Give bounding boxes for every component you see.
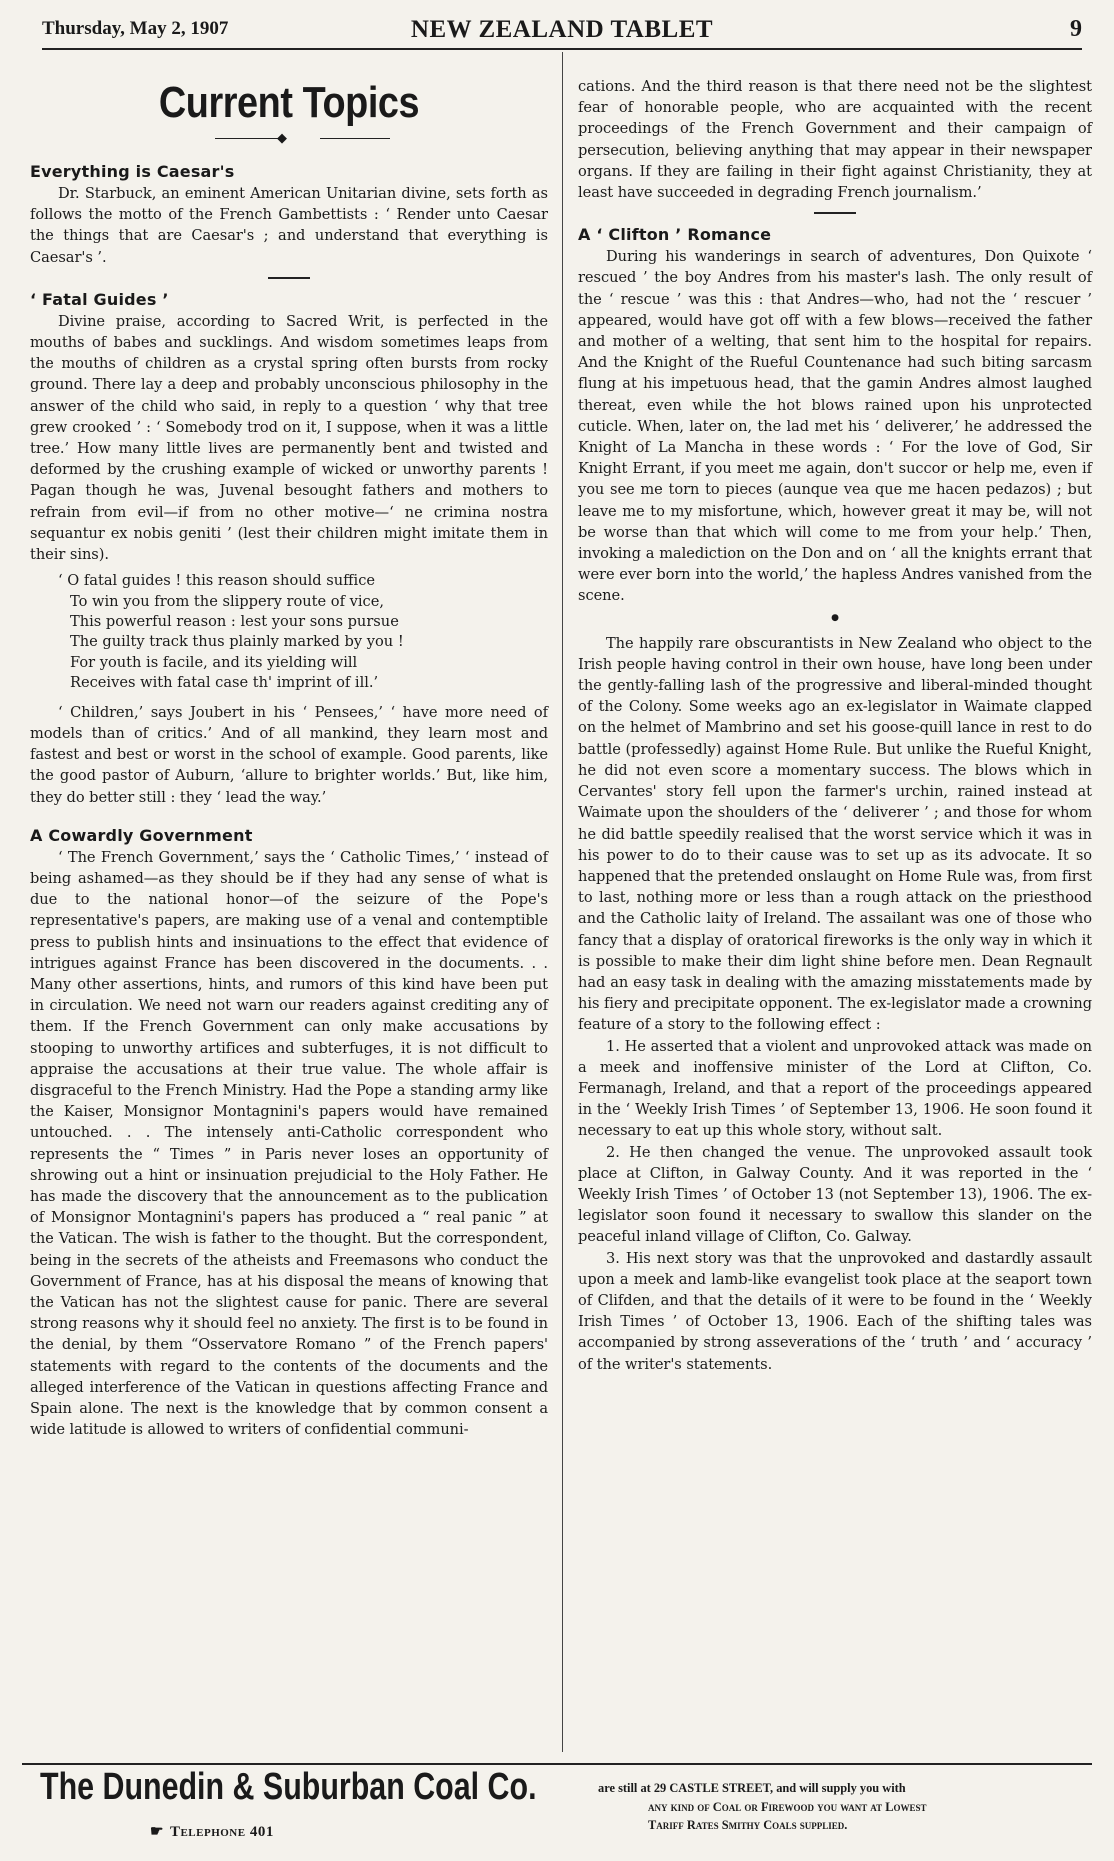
title-ornament — [30, 130, 548, 146]
article-separator — [268, 277, 310, 279]
article-paragraph: Dr. Starbuck, an eminent American Unitarian divine, sets forth as follows the motto of the French Gambettists : ‘ Render unto Caesar the things that are Caesar's ; and understand that everything is Caesar's ’. — [30, 185, 548, 266]
advert-line-2: any kind of Coal or Firewood you want at Lowest — [648, 1799, 927, 1814]
article-heading-clifton: A ‘ Clifton ’ Romance — [578, 225, 772, 245]
advert-telephone — [150, 1822, 274, 1841]
section-title: Current Topics — [158, 78, 420, 127]
masthead-rule — [42, 48, 1082, 50]
advert-text — [598, 1779, 1078, 1835]
issue-date: Thursday, May 2, 1907 — [42, 18, 229, 39]
advert-company-name: The Dunedin & Suburban Coal Co. — [40, 1766, 537, 1808]
numbered-paragraph: 2. He then changed the venue. The unprovoked assault took place at Clifton, in Galway County. And it was reported in the ‘ Weekly Irish Times ’ of October 13 (not September 13), 1906. The ex-legislator soon found it necessary to swallow this slander on the peaceful inland village of Clifton, Co. Galway. — [578, 1143, 1092, 1246]
ornament-line-right — [320, 138, 390, 139]
column-divider — [562, 52, 563, 1752]
verse-line: Receives with fatal case th' imprint of ill.’ — [70, 674, 379, 692]
page-number: 9 — [1070, 16, 1082, 42]
dot-separator: ● — [831, 612, 839, 623]
verse-quotation — [58, 571, 548, 693]
right-column — [578, 76, 1092, 1375]
numbered-paragraph: 1. He asserted that a violent and unprovoked attack was made on a meek and inoffensive minister of the Lord at Clifton, Co. Fermanagh, Ireland, and that a report of the proceedings appeared in the ‘ Weekly Irish Times ’ of September 13, 1906. He soon found it necessary to eat up this whole story, without salt. — [578, 1037, 1092, 1140]
verse-line: This powerful reason : lest your sons pursue — [70, 613, 399, 631]
masthead — [42, 16, 1082, 46]
diamond-icon: ◆ — [277, 131, 287, 146]
verse-line: For youth is facile, and its yielding will — [70, 653, 358, 671]
advert-line-3: Tariff Rates Smithy Coals supplied. — [648, 1818, 848, 1833]
verse-line: The guilty track thus plainly marked by you ! — [70, 633, 404, 651]
article-paragraph: Divine praise, according to Sacred Writ, is perfected in the mouths of babes and sucklings. And wisdom sometimes leaps from the mouths of children as a crystal spring often bursts from rocky ground. There lay a deep and probably unconscious philosophy in the answer of the child who said, in reply to a question ‘ why that tree grew crooked ’ : ‘ Somebody trod on it, I suppose, when it was a little tree.’ How many little lives are permanently bent and twisted and deformed by the crushing example of wicked or unworthy parents ! Pagan though he was, Juvenal besought fathers and mothers to refrain from evil—if from no other motive—‘ ne crimina nostra sequantur ex nobis geniti ’ (lest their children might imitate them in their sins). — [30, 312, 548, 564]
advert-rule — [22, 1763, 1092, 1765]
verse-line: ‘ O fatal guides ! this reason should suffice — [58, 572, 376, 590]
article-separator — [814, 212, 856, 214]
article-continuation: cations. And the third reason is that there need not be the slightest fear of honorable people, who are acquainted with the recent proceedings of the French Government and their campaign of persecution, believing anything that may appear in their newspaper organs. If they are failing in their fight against Christianity, they at least have succeeded in degrading French journalism.’ — [578, 78, 1092, 202]
article-heading-cowardly: A Cowardly Government — [30, 825, 253, 845]
article-paragraph: ‘ The French Government,’ says the ‘ Catholic Times,’ ‘ instead of being ashamed—as they should be if they had any sense of what is due to the national honor—of the seizure of the Pope's representative's papers, are making use of a venal and contemptible press to publish hints and insinuations to the effect that evidence of intrigues against France has been discovered in the documents. . . Many other assertions, hints, and rumors of this kind have been put in circulation. We need not warn our readers against crediting any of them. If the French Government can only make accusations by stooping to unworthy artifices and subterfuges, it is not difficult to appraise the accusations at their true value. The whole affair is disgraceful to the French Ministry. Had the Pope a standing army like the Kaiser, Monsignor Montagnini's papers would have remained untouched. . . The intensely anti-Catholic correspondent who represents the “ Times ” in Paris never loses an opportunity of shrowing out a hint or insinuation prejudicial to the Holy Father. He has made the discovery that the announcement as to the publication of Monsignor Montagnini's papers has produced a “ real panic ” at the Vatican. The wish is father to the thought. But the correspondent, being in the secrets of the atheists and Freemasons who conduct the Government of France, has at his disposal the means of knowing that the Vatican has not the slightest cause for panic. There are several strong reasons why it should feel no anxiety. The first is to be found in the denial, by them “Osservatore Romano ” of the French papers' statements with regard to the contents of the documents and the alleged interference of the Vatican in questions affecting France and Spain alone. The next is the knowledge that by common consent a wide latitude is allowed to writers of confidential communi- — [30, 848, 548, 1439]
article-paragraph: The happily rare obscurantists in New Zealand who object to the Irish people having control in their own house, have long been under the gently-falling lash of the progressive and liberal-minded thought of the Colony. Some weeks ago an ex-legislator in Waimate clapped on the helmet of Mambrino and set his goose-quill lance in rest to do battle (professedly) against Home Rule. But unlike the Rueful Knight, he did not even score a momentary success. The blows which in Cervantes' story fell upon the farmer's urchin, rained instead at Waimate upon the shoulders of the ‘ deliverer ’ ; and those for whom he did battle speedily realised that the worst service which it was in his power to do to their cause was to set up as its advocate. It so happened that the pretended onslaught on Home Rule was, from first to last, nothing more or less than a rough attack on the priesthood and the Catholic laity of Ireland. The assailant was one of those who fancy that a display of oratorical fireworks is the only way in which it is possible to make their dim light shine before men. Dean Regnault had an easy task in dealing with the amazing misstatements made by his fiery and precipitate opponent. The ex-legislator made a crowning feature of a story to the following effect : — [578, 634, 1092, 1034]
article-heading-caesar: Everything is Caesar's — [30, 162, 235, 181]
telephone-number: 401 — [249, 1824, 274, 1840]
ornament-line-left — [215, 138, 285, 139]
telephone-label: Telephone — [169, 1824, 246, 1840]
verse-line: To win you from the slippery route of vice, — [70, 592, 384, 610]
article-paragraph: During his wanderings in search of adventures, Don Quixote ‘ rescued ’ the boy Andres from his master's lash. The only result of the ‘ rescue ’ was this : that Andres—who, had not the ‘ rescuer ’ appeared, would have got off with a few blows—received the father and mother of a welting, that sent him to the hospital for repairs. And the Knight of the Rueful Countenance had such biting sarcasm flung at his impetuous head, that the gamin Andres almost laughed thereat, even while the hot blows rained upon his unprotected cuticle. When, later on, the lad met his ‘ deliverer,’ he addressed the Knight of La Mancha in these words : ‘ For the love of God, Sir Knight Errant, if you meet me again, don't succor or help me, even if you see me torn to pieces (aunque vea que me hacen pedazos) ; but leave me to my misfortune, which, however great it may be, will not be worse than that which will come to me from your help.’ Then, invoking a malediction on the Don and on ‘ all the knights errant that were ever born into the world,’ the hapless Andres vanished from the scene. — [578, 248, 1092, 605]
left-column — [30, 62, 548, 1440]
pointing-hand-icon: ☛ — [150, 1824, 164, 1840]
newspaper-title: NEW ZEALAND TABLET — [410, 16, 714, 43]
numbered-paragraph: 3. His next story was that the unprovoked and dastardly assault upon a meek and lamb-like evangelist took place at the seaport town of Clifden, and that the details of it were to be found in the ‘ Weekly Irish Times ’ of October 13, 1906. Each of the shifting tales was accompanied by strong asseverations of the ‘ truth ’ and ‘ accuracy ’ of the writer's statements. — [578, 1249, 1092, 1373]
advert-line-1: are still at 29 CASTLE STREET, and will supply you with — [598, 1781, 906, 1795]
article-gap — [30, 808, 548, 826]
article-paragraph: ‘ Children,’ says Joubert in his ‘ Pensees,’ ‘ have more need of models than of critics.’ And of all mankind, they learn most and fastest and best or worst in the school of example. Good parents, like the good pastor of Auburn, ‘allure to brighter worlds.’ But, like him, they do better still : they ‘ lead the way.’ — [30, 703, 548, 806]
article-heading-fatal-guides: ‘ Fatal Guides ’ — [30, 289, 169, 309]
